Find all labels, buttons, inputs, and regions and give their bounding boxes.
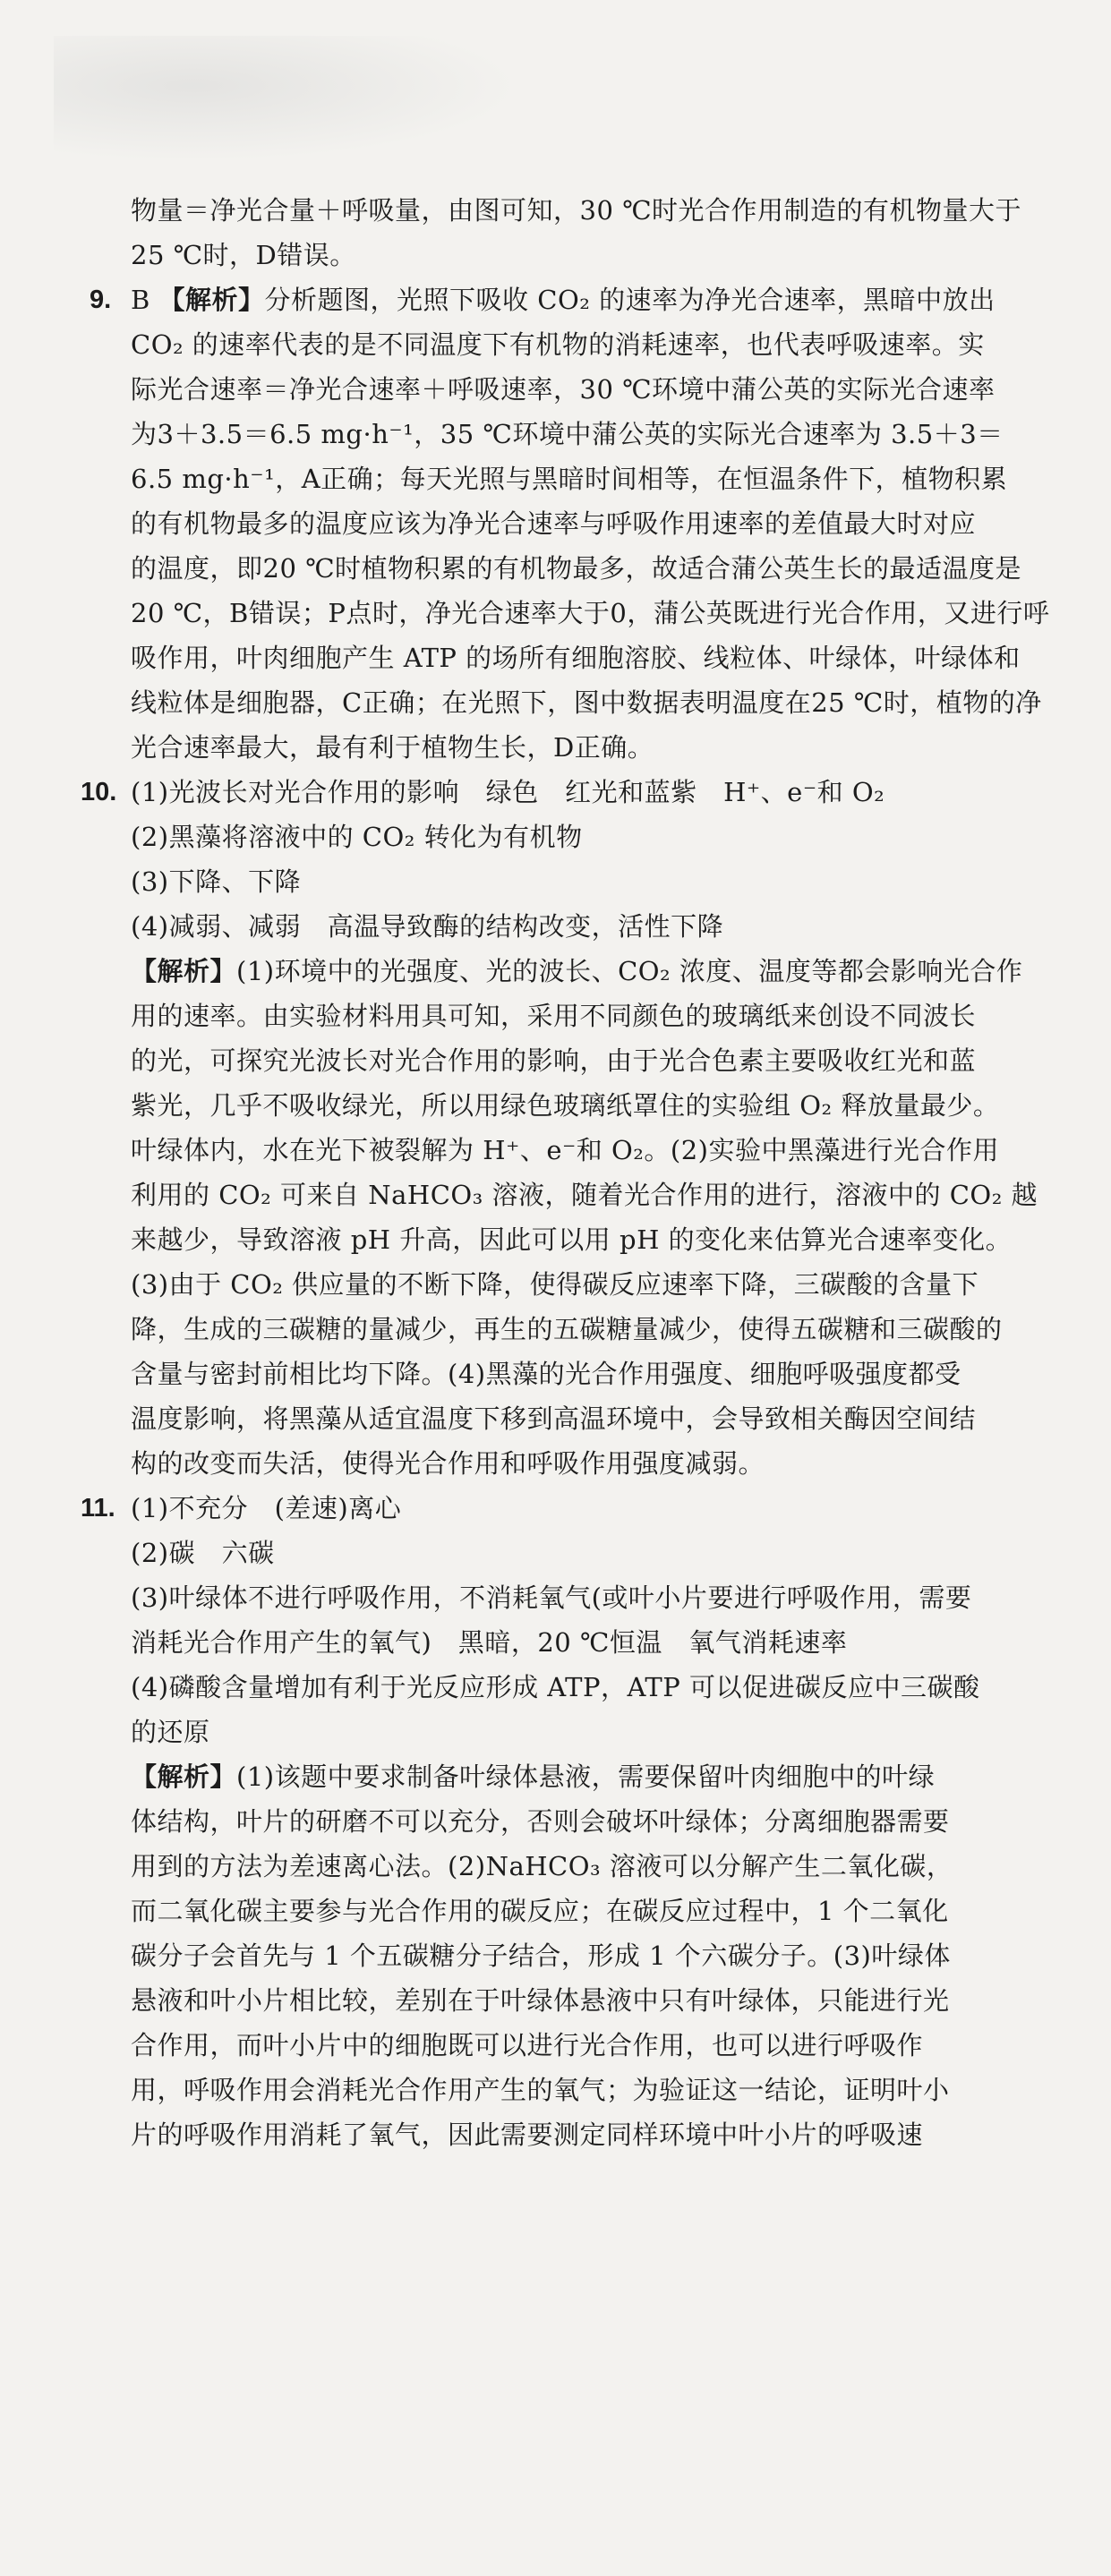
q11-line-3: 用到的方法为差速离心法。(2)NaHCO₃ 溶液可以分解产生二氧化碳， bbox=[131, 1851, 953, 1881]
q10-line-7: 来越少，导致溶液 pH 升高，因此可以用 pH 的变化来估算光合速率变化。 bbox=[131, 1224, 1013, 1255]
q9-line-3: 际光合速率＝净光合速率＋呼吸速率，30 ℃环境中蒲公英的实际光合速率 bbox=[131, 374, 996, 405]
q9-answer: B bbox=[131, 285, 150, 315]
q10-line-10: 含量与密封前相比均下降。(4)黑藻的光合作用强度、细胞呼吸强度都受 bbox=[131, 1359, 961, 1389]
q11-answer-3: (3)叶绿体不进行呼吸作用，不消耗氧气(或叶小片要进行呼吸作用，需要 bbox=[131, 1582, 972, 1613]
q11-answer-3-cont: 消耗光合作用产生的氧气) 黑暗，20 ℃恒温 氧气消耗速率 bbox=[131, 1627, 848, 1658]
q9-analysis-tag: 【解析】 bbox=[158, 285, 265, 315]
q9-number: 9. bbox=[90, 286, 112, 314]
q9-line-7: 的温度，即20 ℃时植物积累的有机物最多，故适合蒲公英生长的最适温度是 bbox=[131, 553, 1022, 584]
q10-line-5: 叶绿体内，水在光下被裂解为 H⁺、e⁻和 O₂。(2)实验中黑藻进行光合作用 bbox=[131, 1135, 999, 1165]
q10-answer-2: (2)黑藻将溶液中的 CO₂ 转化为有机物 bbox=[131, 822, 583, 852]
q8-tail-line-2: 25 ℃时，D错误。 bbox=[131, 240, 356, 270]
q10-line-4: 紫光，几乎不吸收绿光，所以用绿色玻璃纸罩住的实验组 O₂ 释放量最少。 bbox=[131, 1090, 1000, 1121]
q10-line-6: 利用的 CO₂ 可来自 NaHCO₃ 溶液，随着光合作用的进行，溶液中的 CO₂ 越 bbox=[131, 1180, 1038, 1210]
q10-analysis-first-line bbox=[131, 952, 1022, 990]
q11-analysis-first-line bbox=[131, 1758, 935, 1796]
q9-line-5: 6.5 mg·h⁻¹，A正确；每天光照与黑暗时间相等，在恒温条件下，植物积累 bbox=[131, 464, 1008, 494]
q11-line-4: 而二氧化碳主要参与光合作用的碳反应；在碳反应过程中，1 个二氧化 bbox=[131, 1896, 949, 1926]
q11-answer-2: (2)碳 六碳 bbox=[131, 1538, 275, 1568]
q11-line-1: (1)该题中要求制备叶绿体悬液，需要保留叶肉细胞中的叶绿 bbox=[236, 1761, 936, 1792]
q11-line-9: 片的呼吸作用消耗了氧气，因此需要测定同样环境中叶小片的呼吸速 bbox=[131, 2120, 924, 2150]
q10-line-2: 用的速率。由实验材料用具可知，采用不同颜色的玻璃纸来创设不同波长 bbox=[131, 1001, 977, 1031]
q9-line-2: CO₂ 的速率代表的是不同温度下有机物的消耗速率，也代表呼吸速率。实 bbox=[131, 329, 985, 360]
q11-line-7: 合作用，而叶小片中的细胞既可以进行光合作用，也可以进行呼吸作 bbox=[131, 2030, 924, 2060]
q9-line-10: 线粒体是细胞器，C正确；在光照下，图中数据表明温度在25 ℃时，植物的净 bbox=[131, 687, 1042, 718]
q10-line-9: 降，生成的三碳糖的量减少，再生的五碳糖量减少，使得五碳糖和三碳酸的 bbox=[131, 1314, 1003, 1344]
q9-line-11: 光合速率最大，最有利于植物生长，D正确。 bbox=[131, 732, 654, 763]
q11-answer-4: (4)磷酸含量增加有利于光反应形成 ATP，ATP 可以促进碳反应中三碳酸 bbox=[131, 1672, 980, 1702]
q10-number: 10. bbox=[81, 778, 117, 806]
q10-answer-1: (1)光波长对光合作用的影响 绿色 红光和蓝紫 H⁺、e⁻和 O₂ bbox=[131, 777, 885, 807]
q9-line-6: 的有机物最多的温度应该为净光合速率与呼吸作用速率的差值最大时对应 bbox=[131, 508, 977, 539]
q9-line-9: 吸作用，叶肉细胞产生 ATP 的场所有细胞溶胶、线粒体、叶绿体，叶绿体和 bbox=[131, 643, 1021, 673]
q10-answer-4: (4)减弱、减弱 高温导致酶的结构改变，活性下降 bbox=[131, 911, 724, 942]
q11-line-5: 碳分子会首先与 1 个五碳糖分子结合，形成 1 个六碳分子。(3)叶绿体 bbox=[131, 1941, 951, 1971]
q11-line-6: 悬液和叶小片相比较，差别在于叶绿体悬液中只有叶绿体，只能进行光 bbox=[131, 1985, 950, 2016]
q10-line-12: 构的改变而失活，使得光合作用和呼吸作用强度减弱。 bbox=[131, 1448, 765, 1479]
q10-line-1: (1)环境中的光强度、光的波长、CO₂ 浓度、温度等都会影响光合作 bbox=[236, 956, 1023, 986]
q9-first-line bbox=[131, 281, 996, 319]
q8-tail-line-1: 物量＝净光合量＋呼吸量，由图可知，30 ℃时光合作用制造的有机物量大于 bbox=[131, 195, 1022, 226]
q10-line-3: 的光，可探究光波长对光合作用的影响，由于光合色素主要吸收红光和蓝 bbox=[131, 1045, 977, 1076]
q9-line-1: 分析题图，光照下吸收 CO₂ 的速率为净光合速率，黑暗中放出 bbox=[264, 285, 996, 315]
q10-answer-3: (3)下降、下降 bbox=[131, 866, 302, 897]
q10-analysis-tag: 【解析】 bbox=[131, 956, 237, 986]
q11-line-2: 体结构，叶片的研磨不可以充分，否则会破坏叶绿体；分离细胞器需要 bbox=[131, 1806, 950, 1837]
q11-answer-1: (1)不充分 (差速)离心 bbox=[131, 1493, 402, 1523]
q10-line-11: 温度影响，将黑藻从适宜温度下移到高温环境中，会导致相关酶因空间结 bbox=[131, 1403, 977, 1434]
q11-number: 11. bbox=[81, 1494, 115, 1523]
q9-line-4: 为3＋3.5＝6.5 mg·h⁻¹，35 ℃环境中蒲公英的实际光合速率为 3.5＋3＝ bbox=[131, 419, 1004, 449]
q11-line-8: 用，呼吸作用会消耗光合作用产生的氧气；为验证这一结论，证明叶小 bbox=[131, 2075, 950, 2105]
q11-answer-4-cont: 的还原 bbox=[131, 1717, 210, 1747]
q10-line-8: (3)由于 CO₂ 供应量的不断下降，使得碳反应速率下降，三碳酸的含量下 bbox=[131, 1269, 979, 1300]
q9-line-8: 20 ℃，B错误；P点时，净光合速率大于0，蒲公英既进行光合作用，又进行呼 bbox=[131, 598, 1050, 628]
q11-analysis-tag: 【解析】 bbox=[131, 1761, 237, 1792]
